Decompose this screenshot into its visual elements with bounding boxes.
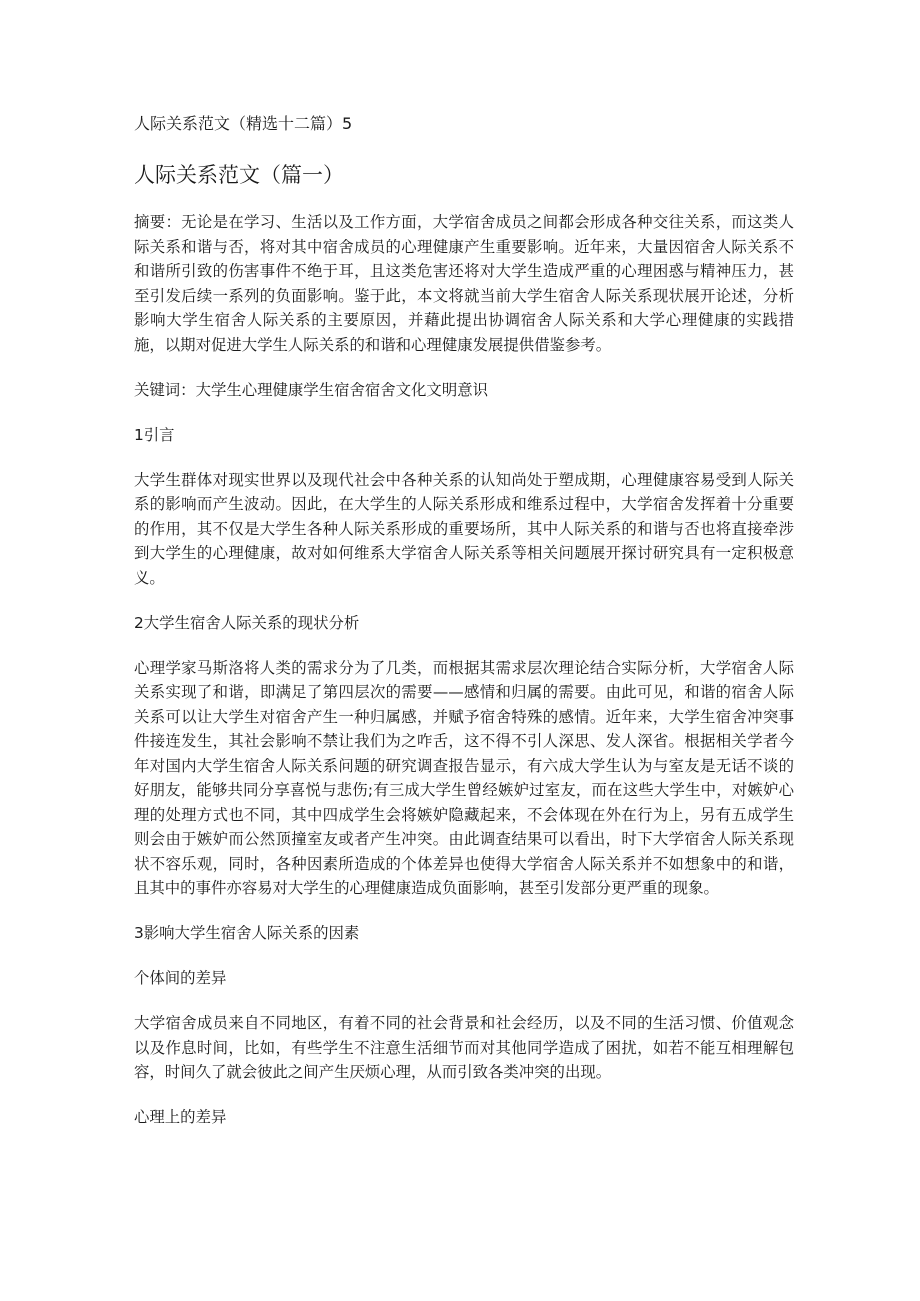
subsection-psychological-differences-title: 心理上的差异	[134, 1108, 227, 1126]
section-2-title: 2大学生宿舍人际关系的现状分析	[134, 613, 360, 632]
section-2-paragraph: 心理学家马斯洛将人类的需求分为了几类，而根据其需求层次理论结合实际分析，大学宿舍人际关系实现了和谐，即满足了第四层次的需要——感情和归属的需要。由此可见，和谐的宿舍人际关系可以让大学生对宿舍产生一种归属感，并赋予宿舍特殊的感情。近年来，大学生宿舍冲突事件接连发生，其社会影响不禁让我们为之咋舌，这不得不引人深思、发人深省。根据相关学者今年对国内大学生宿舍人际关系问题的研究调查报告显示，有六成大学生认为与室友是无话不谈的好朋友，能够共同分享喜悦与悲伤;有三成大学生曾经嫉妒过室友，而在这些大学生中，对嫉妒心理的处理方式也不同，其中四成学生会将嫉妒隐藏起来，不会体现在外在行为上，另有五成学生则会由于嫉妒而公然顶撞室友或者产生冲突。由此调查结果可以看出，时下大学宿舍人际关系现状不容乐观，同时，各种因素所造成的个体差异也使得大学宿舍人际关系并不如想象中的和谐，且其中的事件亦容易对大学生的心理健康造成负面影响，甚至引发部分更严重的现象。	[134, 658, 794, 897]
section-3-title: 3影响大学生宿舍人际关系的因素	[134, 924, 360, 942]
article-heading: 人际关系范文（篇一）	[134, 163, 344, 187]
document-page	[134, 112, 794, 1150]
section-1-paragraph: 大学生群体对现实世界以及现代社会中各种关系的认知尚处于塑成期，心理健康容易受到人际关系的影响而产生波动。因此，在大学生的人际关系形成和维系过程中，大学宿舍发挥着十分重要的作用，其不仅是大学生各种人际关系形成的重要场所，其中人际关系的和谐与否也将直接牵涉到大学生的心理健康，故对如何维系大学宿舍人际关系等相关问题展开探讨研究具有一定积极意义。	[134, 470, 794, 587]
section-1-title: 1引言	[134, 425, 175, 444]
subsection-individual-differences-paragraph: 大学宿舍成员来自不同地区，有着不同的社会背景和社会经历，以及不同的生活习惯、价值观念以及作息时间，比如，有些学生不注意生活细节而对其他同学造成了困扰，如若不能互相理解包容，时间久了就会彼此之间产生厌烦心理，从而引致各类冲突的出现。	[134, 1014, 794, 1081]
abstract-paragraph: 摘要：无论是在学习、生活以及工作方面，大学宿舍成员之间都会形成各种交往关系，而这类人际关系和谐与否，将对其中宿舍成员的心理健康产生重要影响。近年来，大量因宿舍人际关系不和谐所引致的伤害事件不绝于耳，且这类危害还将对大学生造成严重的心理困惑与精神压力，甚至引发后续一系列的负面影响。鉴于此，本文将就当前大学生宿舍人际关系现状展开论述，分析影响大学生宿舍人际关系的主要原因，并藉此提出协调宿舍人际关系和大学心理健康的实践措施，以期对促进大学生人际关系的和谐和心理健康发展提供借鉴参考。	[134, 213, 794, 354]
keywords-line: 关键词：大学生心理健康学生宿舍宿舍文化文明意识	[134, 380, 488, 399]
subsection-individual-differences-title: 个体间的差异	[134, 969, 227, 987]
document-title: 人际关系范文（精选十二篇）5	[134, 114, 353, 133]
